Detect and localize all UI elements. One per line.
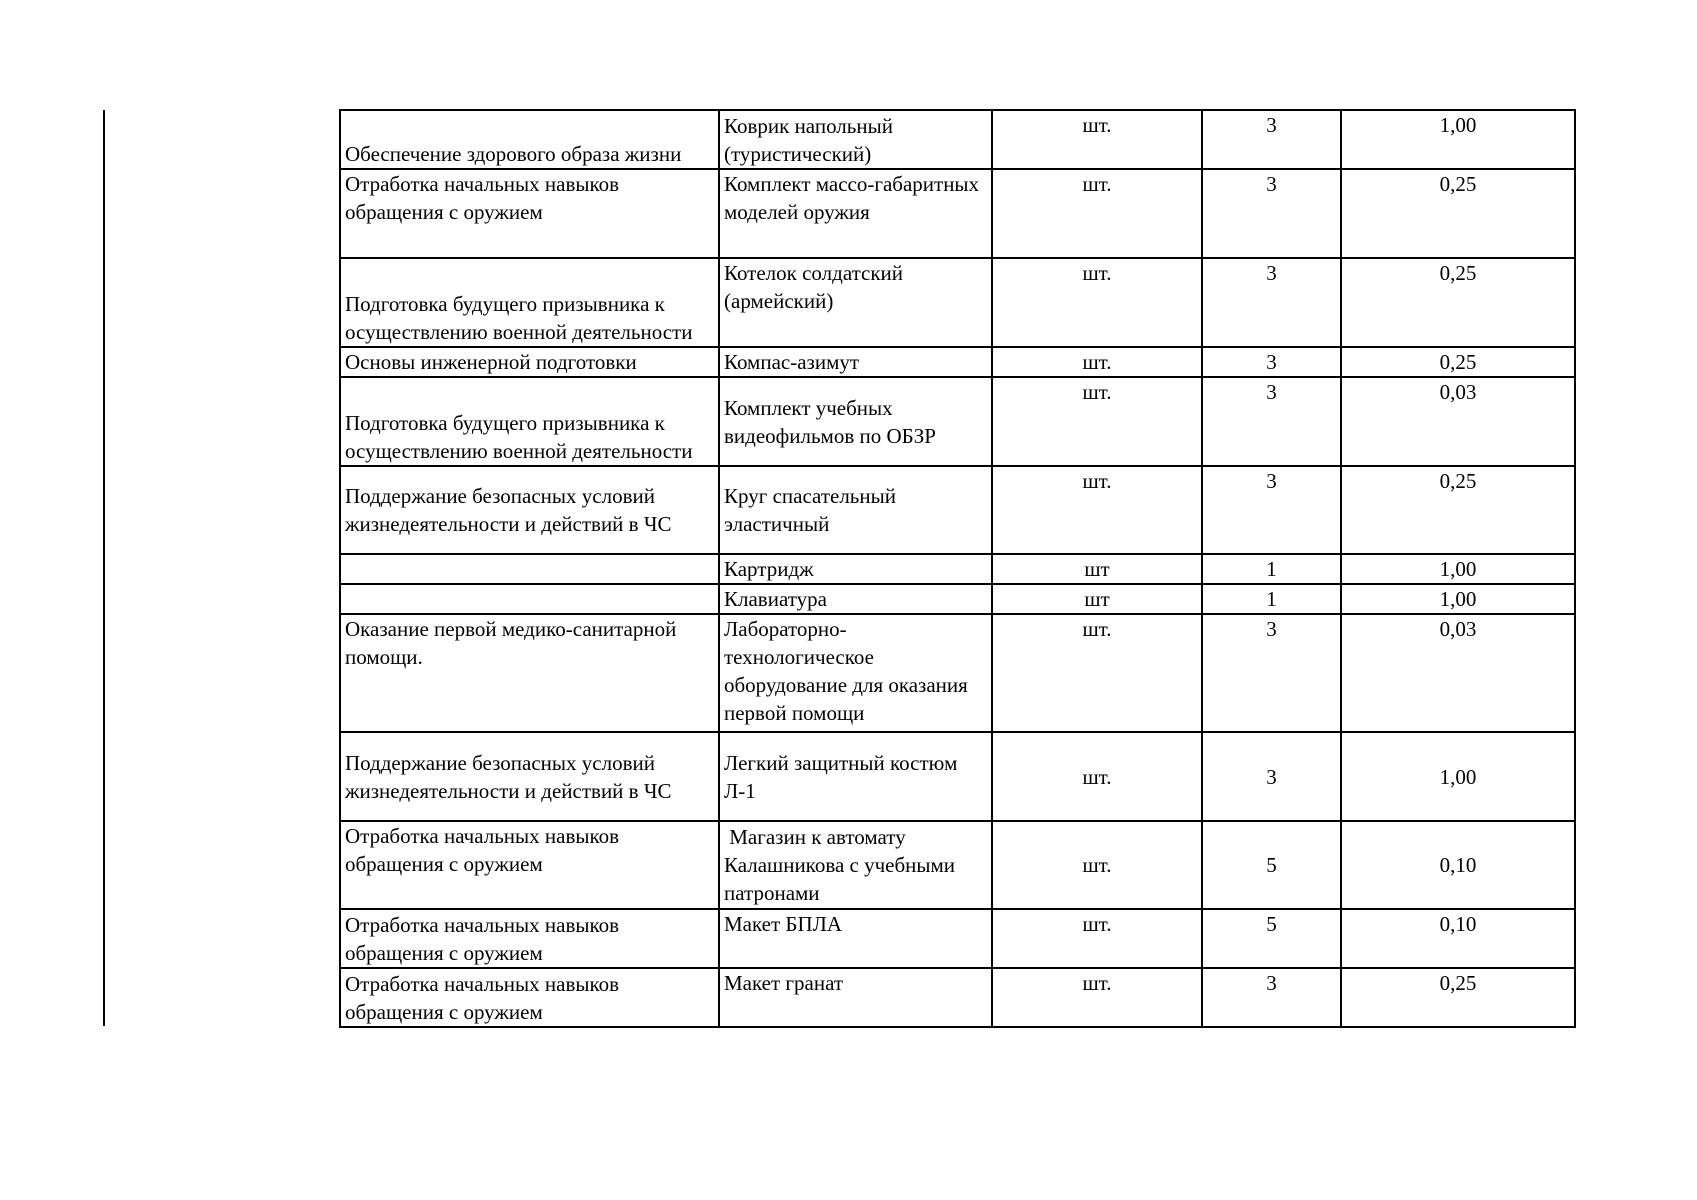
ratio-cell: 1,00 [1341,554,1575,584]
topic-cell: Отработка начальных навыков обращения с оружием [340,821,719,909]
unit-cell: шт. [992,732,1202,821]
item-name-cell: Макет БПЛА [719,909,992,968]
quantity-cell: 3 [1202,466,1341,554]
topic-cell: Поддержание безопасных условий жизнедеятельности и действий в ЧС [340,732,719,821]
unit-cell: шт. [992,821,1202,909]
unit-cell: шт. [992,110,1202,169]
quantity-cell: 3 [1202,377,1341,466]
quantity-cell: 3 [1202,258,1341,347]
topic-cell [340,554,719,584]
ratio-cell: 1,00 [1341,732,1575,821]
topic-cell: Поддержание безопасных условий жизнедеятельности и действий в ЧС [340,466,719,554]
item-name-cell: Легкий защитный костюм Л-1 [719,732,992,821]
quantity-cell: 1 [1202,584,1341,614]
ratio-cell: 0,03 [1341,614,1575,732]
ratio-cell: 0,10 [1341,909,1575,968]
item-name-cell: Коврик напольный (туристический) [719,110,992,169]
table-row [340,821,1575,909]
item-name-cell: Лабораторно-технологическое оборудование для оказания первой помощи [719,614,992,732]
quantity-cell: 5 [1202,821,1341,909]
unit-cell: шт. [992,347,1202,377]
quantity-cell: 3 [1202,169,1341,258]
unit-cell: шт [992,584,1202,614]
ratio-cell: 1,00 [1341,584,1575,614]
topic-cell: Подготовка будущего призывника к осуществлению военной деятельности [340,258,719,347]
ratio-cell: 0,25 [1341,258,1575,347]
unit-cell: шт. [992,614,1202,732]
item-name-cell: Картридж [719,554,992,584]
table-row [340,732,1575,821]
topic-cell: Основы инженерной подготовки [340,347,719,377]
quantity-cell: 3 [1202,614,1341,732]
table-row [340,110,1575,169]
item-name-cell: Магазин к автомату Калашникова с учебными патронами [719,821,992,909]
item-name-cell: Комплект учебных видеофильмов по ОБЗР [719,377,992,466]
item-name-cell: Макет гранат [719,968,992,1027]
topic-cell: Оказание первой медико-санитарной помощи. [340,614,719,732]
table-row [340,466,1575,554]
ratio-cell: 0,25 [1341,466,1575,554]
quantity-cell: 3 [1202,968,1341,1027]
table-row [340,909,1575,968]
topic-cell: Подготовка будущего призывника к осуществлению военной деятельности [340,377,719,466]
ratio-cell: 0,25 [1341,347,1575,377]
item-name-cell: Клавиатура [719,584,992,614]
item-name-cell: Комплект массо-габаритных моделей оружия [719,169,992,258]
topic-cell: Отработка начальных навыков обращения с оружием [340,169,719,258]
topic-cell: Обеспечение здорового образа жизни [340,110,719,169]
table-row [340,347,1575,377]
item-name-cell: Котелок солдатский (армейский) [719,258,992,347]
unit-cell: шт. [992,968,1202,1027]
table-row [340,614,1575,732]
unit-cell: шт. [992,909,1202,968]
unit-cell: шт. [992,377,1202,466]
table-row [340,169,1575,258]
topic-cell: Отработка начальных навыков обращения с оружием [340,909,719,968]
ratio-cell: 0,10 [1341,821,1575,909]
topic-cell [340,584,719,614]
left-margin-rule [103,110,105,1026]
quantity-cell: 3 [1202,732,1341,821]
quantity-cell: 5 [1202,909,1341,968]
item-name-cell: Круг спасательный эластичный [719,466,992,554]
table-row [340,584,1575,614]
unit-cell: шт [992,554,1202,584]
ratio-cell: 1,00 [1341,110,1575,169]
topic-cell: Отработка начальных навыков обращения с оружием [340,968,719,1027]
quantity-cell: 3 [1202,110,1341,169]
table-row [340,554,1575,584]
ratio-cell: 0,25 [1341,169,1575,258]
unit-cell: шт. [992,466,1202,554]
table-row [340,968,1575,1027]
equipment-table [339,109,1576,1028]
unit-cell: шт. [992,169,1202,258]
ratio-cell: 0,25 [1341,968,1575,1027]
ratio-cell: 0,03 [1341,377,1575,466]
quantity-cell: 3 [1202,347,1341,377]
item-name-cell: Компас-азимут [719,347,992,377]
table-row [340,258,1575,347]
table-row [340,377,1575,466]
unit-cell: шт. [992,258,1202,347]
quantity-cell: 1 [1202,554,1341,584]
